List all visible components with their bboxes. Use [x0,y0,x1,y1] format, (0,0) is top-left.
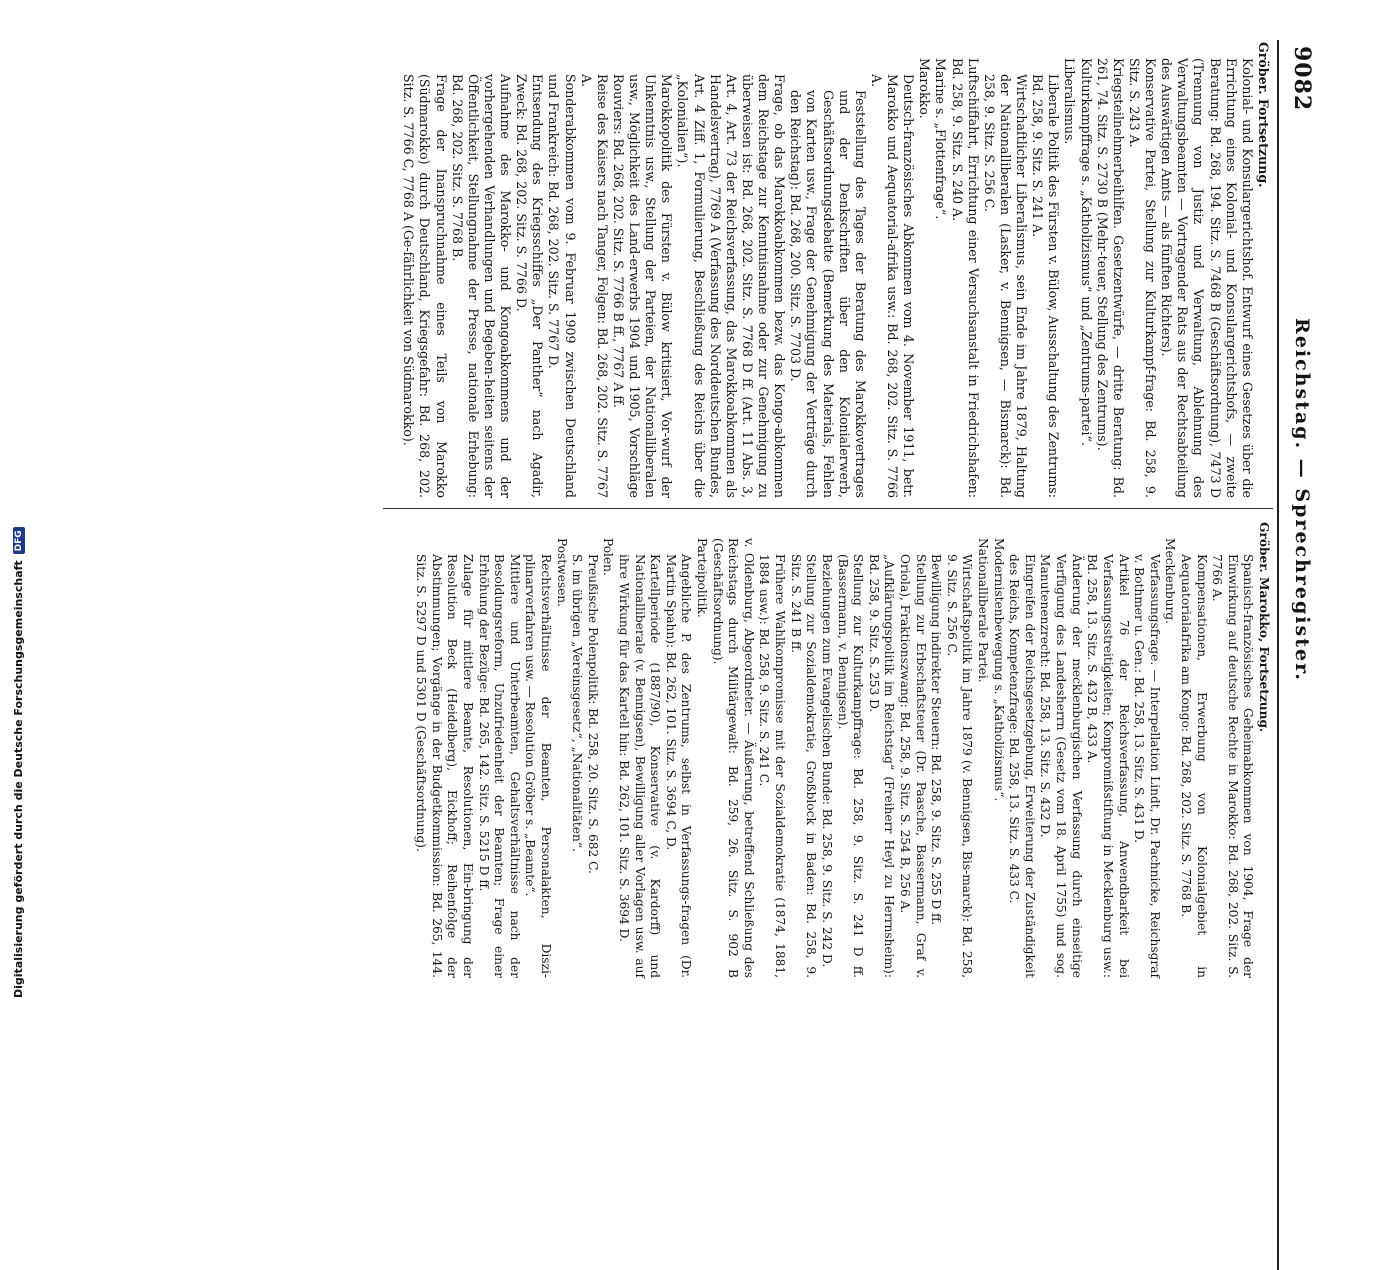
left-column-entry: Aufnahme des Marokko- und Kongoabkommens und der vorhergehenden Verhandlungen und Begeben-heiten seitens der Öffentlichkeit, Stellungnahme der Presse, nationale Erhebung: Bd. 268, 202. Sitz. S. 7768 B. [449,74,514,498]
right-column-entry: Artikel 76 der Reichsverfassung, Anwendbarkeit bei Verfassungsstreitigkeiten; Kompromißstiftung in Mecklenburg usw.: Bd. 258, 13. Sitz. S. 432 B, 433 A. [1085,554,1131,978]
right-column-entry: „Aufklärungspolitik im Reichstag“ (Freiherr Heyl zu Herrnsheim): Bd. 258, 9. Sitz. S. 253 D. [866,554,897,978]
right-column-entry: Mecklenburg. [1163,538,1178,625]
right-column [412,522,1271,978]
right-column-entry: Angebliche P. des Zentrums, selbst in Verfassungs-fragen (Dr. Martin Spahn): Bd. 262, 101. Sitz. S. 3694 C, D. [663,554,694,978]
left-column-entry: Wirtschaftlicher Liberalismus, sein Ende im Jahre 1879, Haltung der Nationalliberalen (Lasker, v. Bennigsen, — Bismarck): Bd. 258, 9. Sitz. S. 256 C. [981,74,1030,498]
left-column-entry: Liberale Politik des Fürsten v. Bülow, Ausschaltung des Zentrums: Bd. 258, 9. Sitz. S. 241 A. [1030,74,1062,498]
left-column [400,42,1271,498]
left-column-entry: Frage, ob das Marokkoabkommen bezw. das Kongo-abkommen dem Reichstage zur Kenntnisnahme oder zur Genehmigung zu überweisen ist: Bd. 268, 202. Sitz. S. 7768 D ff. (Art. 11 Abs. 3, Art. 4, Art. 73 der Reichsverfassung, das Marokkoabkommen als Handelsvertrag), 7769 A (Verfassung des Norddeutschen Bundes, Art. 4 Ziff. 1, Formulierung, Beschließung des Reichs über die „Kolonialien“). [675,74,788,498]
right-column-entry: Mittlere und Unterbeamten, Gehaltsverhältnisse nach der Besoldungsreform, Unzufriedenheit der Beamten; Frage einer Erhöhung der Bezüge: Bd. 265, 142. Sitz. S. 5215 D ff. [476,554,522,978]
running-title: Reichstag. — Sprechregister. [1291,318,1313,682]
right-column-entry: Verfassungsfrage. — Interpellation Lindt, Dr. Pachnicke, Reichsgraf v. Bothmer u. Gen.: Bd. 258, 13. Sitz. S. 431 D. [1132,554,1162,978]
left-column-entry: Luftschiffahrt, Errichtung einer Versuchsanstalt in Friedrichshafen: Bd. 258, 9. Sitz. S. 240 A. [949,58,981,498]
column-divider [383,508,1273,509]
left-column-entry: Marokko. [917,58,933,119]
right-column-entry: Frühere Wahlkompromisse mit der Sozialdemokratie (1874, 1881, 1884 usw.): Bd. 258, 9. Sitz. S. 241 C. [757,554,788,978]
left-column-entry: Deutsch-französisches Abkommen vom 4. November 1911, betr. Marokko und Aequatorial-afrika usw.: Bd. 268, 202. Sitz. S. 7766 A. [869,74,917,498]
left-column-entry: Liberalismus. [1062,58,1078,145]
right-column-entry: Wirtschaftspolitik im Jahre 1879 (v. Bennigsen, Bis-marck): Bd. 258, 9. Sitz. S. 256 C. [944,554,975,978]
right-column-entry: Bewilligung indirekter Steuern: Bd. 258, 9. Sitz. S. 255 D ff. [929,554,944,926]
digitization-note [12,527,25,998]
left-column-entry: Kulturkampffrage s. „Katholizismus“ und „Zentrums-partei“. [1078,58,1094,446]
right-column-entry: Beziehungen zum Evangelischen Bunde: Bd. 258, 9. Sitz. S. 242 D. [819,554,834,968]
right-column-entry: Eingreifen der Reichsgesetzgebung, Erweiterung der Zuständigkeit des Reichs, Kompetenzfrage: Bd. 258, 13. Sitz. S. 433 C. [1007,554,1037,978]
right-column-entry: Nationalliberale Partei. [976,538,991,683]
page-header [1283,0,1323,1000]
left-column-entry: Entsendung des Kriegsschiffes „Der Panther“ nach Agadir, Zweck: Bd. 268, 202. Sitz. S. 7766 D. [514,74,546,498]
right-column-entry: Zulage für mittlere Beamte, Resolutionen, Ein-bringung der Resolution Beck (Heidelberg), Eickhoff; Reihenfolge der Abstimmungen; Vorgänge in der Budgetkommission: Bd. 265, 144. Sitz. S. 5297 D und 5301 D (Geschäftsordnung). [414,554,475,978]
right-column-entry: Polen. [601,538,616,576]
right-column-entry: Änderung der mecklenburgischen Verfassung durch einseitige Verfügung des Landesherrn (Gesetz vom 18. April 1755) und sog. Manutenenzrecht: Bd. 258, 13. Sitz. S. 432 D. [1038,554,1084,978]
left-column-entry: Marokkopolitik des Fürsten v. Bülow kritisiert, Vor-wurf der Unkenntnis usw., Stellung der Parteien, der Nationalliberalen usw., Möglichkeit des Land-erwerbs 1904 und 1905, Vorschläge Rouviers: Bd. 268, 202. Sitz. S. 7766 B ff., 7767 A ff. [611,74,675,498]
left-column-entry: Sonderabkommen vom 9. Februar 1909 zwischen Deutschland und Frankreich: Bd. 268, 202. Sitz. S. 7767 D. [546,74,578,498]
right-column-entry: Gröber. Marokko, Fortsetzung. [1257,522,1271,733]
right-column-entry: Stellung zur Sozialdemokratie, Großblock in Baden: Bd. 258, 9. Sitz. S. 241 B ff. [788,554,819,978]
left-column-entry: Gröber. Fortsetzung. [1256,42,1271,188]
left-column-entry: Feststellung des Tages der Beratung des Marokkovertrages und der Denkschriften über den Kolonialerwerb, Geschäftsordnungsdebatte (Bemerkung des Materials, Fehlen von Karten usw., Frage der Genehmigung der Verträge durch den Reichstag): Bd. 268, 200. Sitz. S. 7703 D. [788,90,868,498]
right-column-entry: Modernistenbewegung s. „Katholizismus“. [991,538,1006,802]
right-column-entry: Rechtsverhältnisse der Beamten, Personalakten, Diszi-plinarverfahren usw. — Resolution Gröber s. „Beamte“. [523,554,553,978]
right-column-entry: Kartellperiode (1887/90), Konservative (v. Kardorff) und Nationalliberale (v. Bennigsen), Bewilligung aller Vorlagen usw. auf ihre Wirkung für das Kartell hin: Bd. 262, 101. Sitz. S. 3694 D. [617,554,663,978]
right-column-entry: Parteipolitik. [695,538,710,618]
right-column-entry: Spanisch-französisches Geheimabkommen von 1904, Frage der Einwirkung auf deutsche Rechte in Marokko: Bd. 268, 202. Sitz. S. 7766 A. [1210,554,1256,978]
page-number: 9082 [1289,46,1315,112]
right-column-entry: Stellung zur Erbschaftsteuer (Dr. Paasche, Bassermann, Graf v. Oriola), Fraktionszwang: Bd. 258, 9. Sitz. S. 254 B, 256 A. [897,554,928,978]
right-column-entry: Preußische Polenpolitik: Bd. 258, 20. Sitz. S. 682 C. [585,554,600,874]
left-column-entry: Reise des Kaisers nach Tanger, Folgen: Bd. 268, 202. Sitz. S. 7767 A. [578,74,610,498]
right-column-entry: Kompensationen, Erwerbung von Kolonialgebiet in Aequatorialafrika am Kongo: Bd. 268, 202. Sitz. S. 7768 B. [1178,554,1209,978]
left-column-entry: Frage der Inanspruchnahme eines Teils von Marokko (Südmarokko) durch Deutschland, Kriegsgefahr: Bd. 268, 202. Sitz. S. 7766 C, 7768 A (Ge-fährlichkeit von Südmarokko). [401,74,449,498]
left-column-entry: Kriegsteilnehmerbeihilfen. Gesetzentwürfe, — dritte Beratung: Bd. 261, 74. Sitz. S. 2730 B (Mehr-teuer, Stellung des Zentrums). [1094,58,1126,498]
right-column-entry: S. im übrigen „Vereinsgesetz“, „Nationalitäten“. [570,554,585,852]
right-column-entry: v. Oldenburg, Abgeordneter. — Äußerung, betreffend Schließung des Reichstags durch Militärgewalt: Bd. 259, 26. Sitz. S. 902 B (Geschäftsordnung). [710,538,756,978]
left-column-entry: Kolonial- und Konsulargerichtshof. Entwurf eines Gesetzes über die Errichtung eines Kolonial- und Konsulargerichtshofs, — zweite Beratung: Bd. 268, 194. Sitz. S. 7468 B (Geschäftsordnung), 7473 D (Trennung von Justiz und Verwaltung, Ablehnung des Verwaltungsbeamten — Vortragender Rats aus der Rechtsabteilung des Auswärtigen Amts — als fünften Richters). [1159,58,1255,498]
right-column-entry: Postwesen. [554,538,569,608]
left-column-entry: Konservative Partei, Stellung zur Kulturkampf-frage: Bd. 258, 9. Sitz. S. 243 A. [1127,58,1159,498]
header-rule [1277,40,1279,1270]
digitization-note-text: Digitalisierung gefördert durch die Deutsche Forschungsgemeinschaft [12,560,25,998]
left-column-entry: Marine s. „Flottenfrage“. [933,58,949,220]
dfg-logo: DFG [13,527,25,554]
right-column-entry: Stellung zur Kulturkampffrage: Bd. 258, 9. Sitz. S. 241 D ff. (Bassermann, v. Bennigsen). [835,554,866,978]
